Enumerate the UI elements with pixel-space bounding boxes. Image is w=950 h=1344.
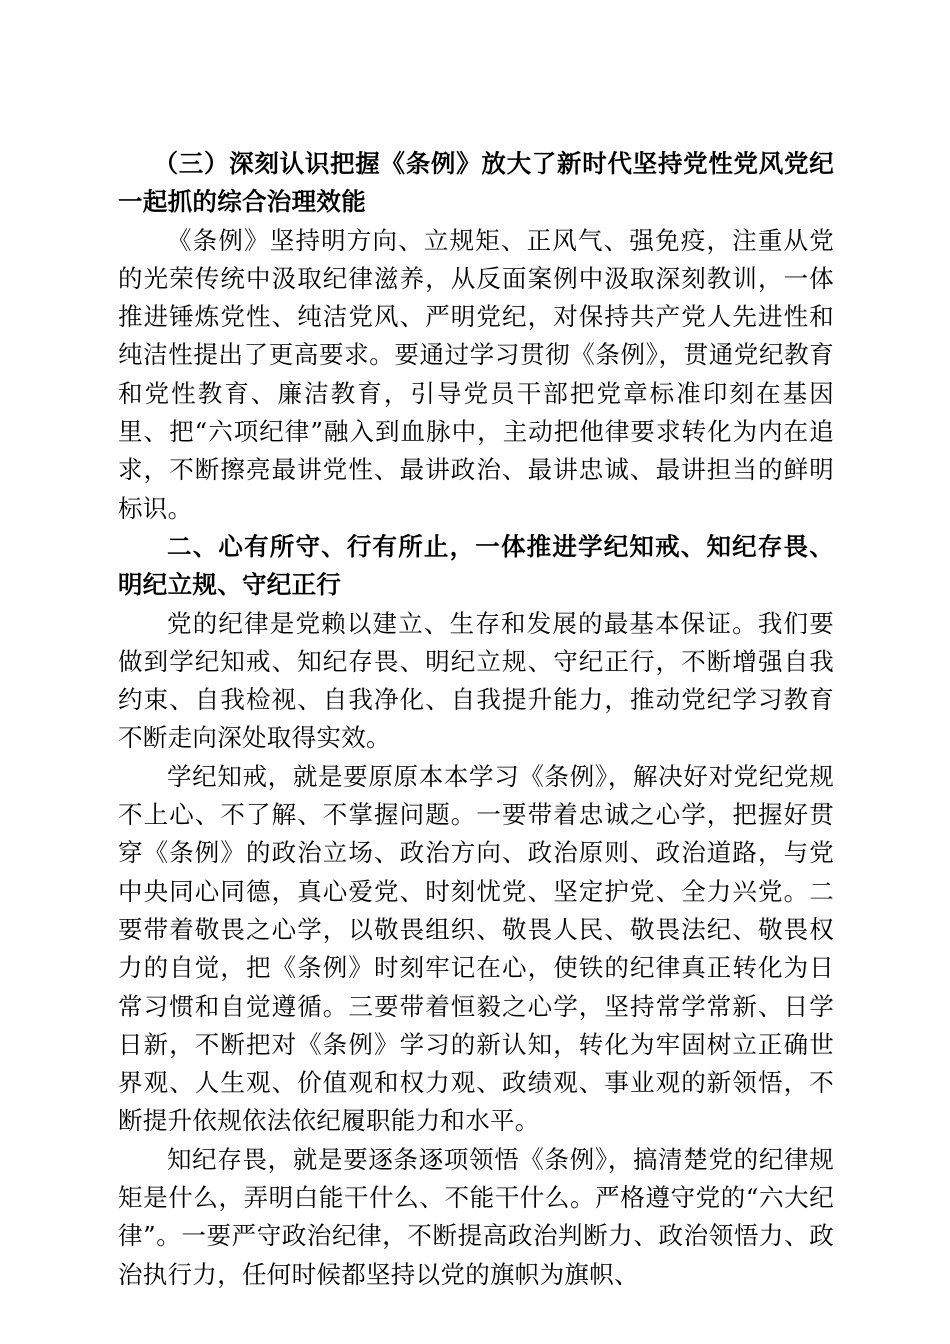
section-heading-2: 二、心有所守、行有所止，一体推进学纪知戒、知纪存畏、明纪立规、守纪正行 [118,531,834,600]
paragraph: 《条例》坚持明方向、立规矩、正风气、强免疫，注重从党的光荣传统中汲取纪律滋养，从反面案例中汲取深刻教训，一体推进锤炼党性、纯洁党风、严明党纪，对保持共产党人先进性和纯洁性提出了更高要求。要通过学习贯彻《条例》，贯通党纪教育和党性教育、廉洁教育，引导党员干部把党章标准印刻在基因里、把“六项纪律”融入到血脉中，主动把他律要求转化为内在追求，不断擦亮最讲党性、最讲政治、最讲忠诚、最讲担当的鲜明标识。 [118,225,834,523]
paragraph: 学纪知戒，就是要原原本本学习《条例》，解决好对党纪党规不上心、不了解、不掌握问题。一要带着忠诚之心学，把握好贯穿《条例》的政治立场、政治方向、政治原则、政治道路，与党中央同心同德，真心爱党、时刻忧党、坚定护党、全力兴党。二要带着敬畏之心学，以敬畏组织、敬畏人民、敬畏法纪、敬畏权力的自觉，把《条例》时刻牢记在心，使铁的纪律真正转化为日常习惯和自觉遵循。三要带着恒毅之心学，坚持常学常新、日学日新，不断把对《条例》学习的新认知，转化为牢固树立正确世界观、人生观、价值观和权力观、政绩观、事业观的新领悟，不断提升依规依法依纪履职能力和水平。 [118,761,834,1136]
document-page [118,145,834,1294]
paragraph: 知纪存畏，就是要逐条逐项领悟《条例》，搞清楚党的纪律规矩是什么，弄明白能干什么、不能干什么。严格遵守党的“六大纪律”。一要严守政治纪律，不断提高政治判断力、政治领悟力、政治执行力，任何时候都坚持以党的旗帜为旗帜、 [118,1144,834,1289]
paragraph: 党的纪律是党赖以建立、生存和发展的最基本保证。我们要做到学纪知戒、知纪存畏、明纪立规、守纪正行，不断增强自我约束、自我检视、自我净化、自我提升能力，推动党纪学习教育不断走向深处取得实效。 [118,608,834,753]
section-heading-3: （三）深刻认识把握《条例》放大了新时代坚持党性党风党纪一起抓的综合治理效能 [118,149,834,217]
